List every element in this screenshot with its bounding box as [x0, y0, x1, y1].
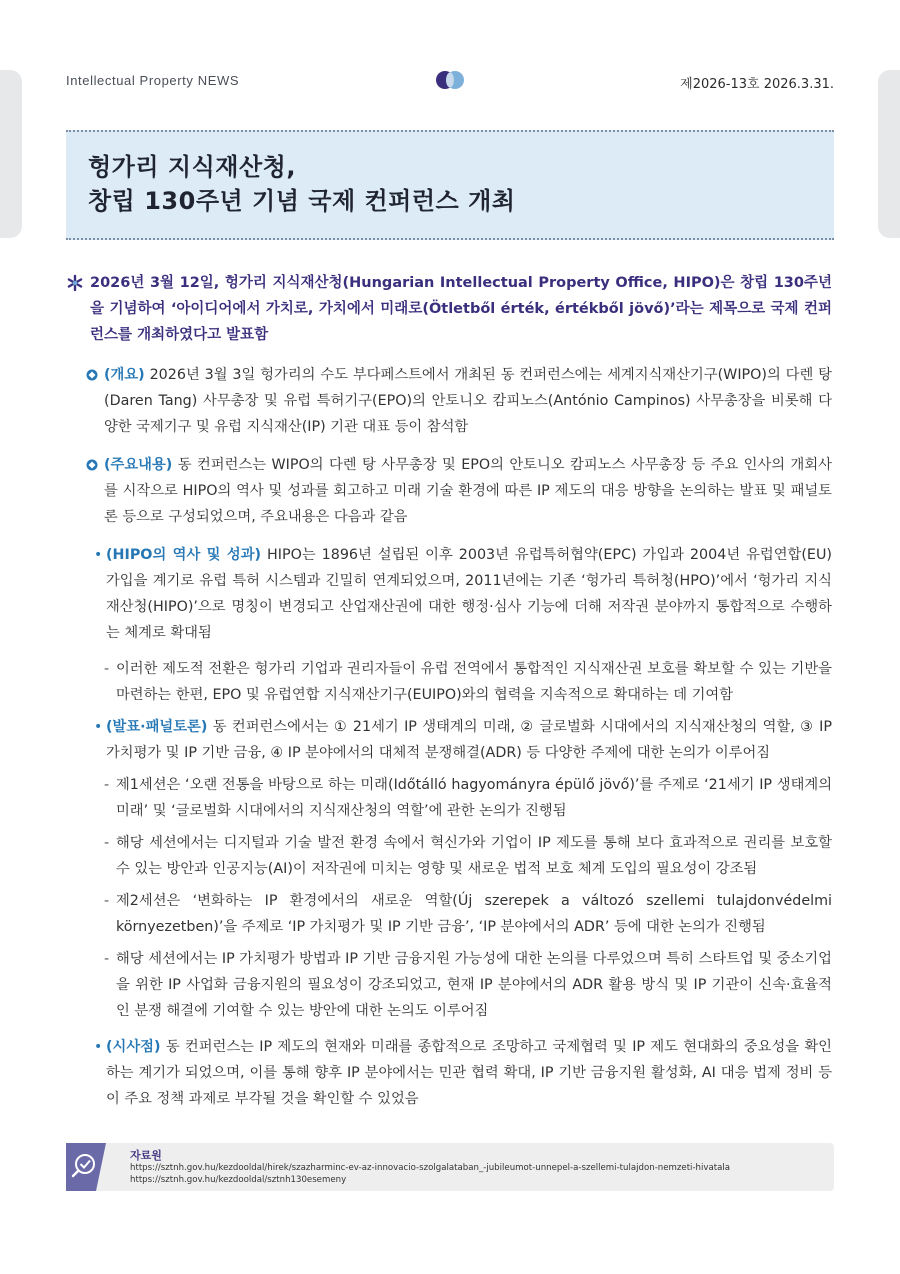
dash-bullet-icon: - — [104, 777, 110, 793]
panel-item — [94, 714, 832, 766]
issue-number-date: 제2026-13호 2026.3.31. — [680, 77, 834, 92]
history-subitem — [104, 656, 832, 708]
implication-text: 동 컨퍼런스는 IP 제도의 현재와 미래를 종합적으로 조망하고 국제협력 및 IP 제도 현대화의 중요성을 확인하는 계기가 되었으며, 이를 통해 향후 IP 분야에서는 민관 협력 확대, IP 기반 금융지원 활성화, AI 대응 법제 정비 등이 주요 정책 과제로 부각될 것을 확인할 수 있었음 — [106, 1039, 832, 1107]
panel-subitem-4 — [104, 946, 832, 1024]
diamond-bullet-icon — [86, 369, 98, 381]
main-content-item — [104, 452, 832, 530]
panel-subtext-3: 제2세션은 ‘변화하는 IP 환경에서의 새로운 역할(Új szerepek a változó szellemi tulajdonvédelmi környezetben)’을 주제로 ‘IP 가치평가 및 IP 기반 금융’, ‘IP 분야에서의 ADR’ 등에 대한 논의가 진행됨 — [116, 893, 832, 935]
title-bottom-divider — [66, 238, 834, 240]
lead-text: 2026년 3월 12일, 헝가리 지식재산청(Hungarian Intellectual Property Office, HIPO)은 창립 130주년을 기념하여 ‘아이디어에서 가치로, 가치에서 미래로(Ötletből érték, értékből jövő)’라는 제목으로 국제 컨퍼런스를 개최하였다고 발표함 — [90, 275, 832, 343]
dot-bullet-icon: • — [94, 1039, 103, 1055]
snowflake-bullet-icon — [66, 274, 84, 292]
panel-subtext-1: 제1세션은 ‘오랜 전통을 바탕으로 하는 미래(Időtálló hagyományra épülő jövő)’를 주제로 ‘21세기 IP 생태계의 미래’ 및 ‘글로벌화 시대에서의 지식재산청의 역할’에 관한 논의가 진행됨 — [116, 777, 832, 819]
checkmark-search-icon — [66, 1143, 106, 1191]
dash-bullet-icon: - — [104, 893, 110, 909]
title-line-2: 창립 130주년 기념 국제 컨퍼런스 개최 — [88, 187, 516, 215]
brand-news: NEWS — [197, 73, 240, 88]
title-banner — [66, 130, 834, 240]
title-line-1: 헝가리 지식재산청, — [88, 153, 296, 181]
overview-label: (개요) — [104, 367, 145, 383]
brand-prefix: Intellectual Property — [66, 73, 194, 88]
diamond-bullet-icon — [86, 459, 98, 471]
dash-bullet-icon: - — [104, 835, 110, 851]
newsletter-logo-icon — [432, 70, 468, 90]
panel-label: (발표·패널토론) — [106, 719, 208, 735]
panel-subitem-1 — [104, 772, 832, 824]
panel-subtext-4: 해당 세션에서는 IP 가치평가 방법과 IP 기반 금융지원 가능성에 대한 논의를 다루었으며 특히 스타트업 및 중소기업을 위한 IP 사업화 금융지원의 필요성이 강조되었고, 현재 IP 분야에서의 ADR 활용 방식 및 IP 기관이 신속·효율적인 분쟁 해결에 기여할 수 있는 방안에 대한 논의도 이루어짐 — [116, 951, 832, 1019]
lead-paragraph — [90, 270, 832, 348]
history-subtext: 이러한 제도적 전환은 헝가리 기업과 권리자들이 유럽 전역에서 통합적인 지식재산권 보호를 확보할 수 있는 기반을 마련하는 한편, EPO 및 유럽연합 지식재산기구(EUIPO)와의 협력을 지속적으로 확대하는 데 기여함 — [116, 661, 832, 703]
implication-item — [94, 1034, 832, 1112]
page-title — [88, 150, 515, 218]
overview-item — [104, 362, 832, 440]
dot-bullet-icon: • — [94, 547, 103, 563]
history-item — [94, 542, 832, 646]
history-label: (HIPO의 역사 및 성과) — [106, 547, 262, 563]
main-content-label: (주요내용) — [104, 457, 173, 473]
overview-text: 2026년 3월 3일 헝가리의 수도 부다페스트에서 개최된 동 컨퍼런스에는 세계지식재산기구(WIPO)의 다렌 탕(Daren Tang) 사무총장 및 유럽 특허기구(EPO)의 안토니오 캄피노스(António Campinos) 사무총장을 비롯해 다양한 국제기구 및 유럽 지식재산(IP) 기관 대표 등이 참석함 — [104, 367, 832, 435]
left-edge-tab — [0, 70, 22, 238]
panel-subtext-2: 해당 세션에서는 디지털과 기술 발전 환경 속에서 혁신가와 기업이 IP 제도를 통해 보다 효과적으로 권리를 보호할 수 있는 방안과 인공지능(AI)이 저작권에 미치는 영향 및 새로운 법적 보호 체계 도입의 필요성이 강조됨 — [116, 835, 832, 877]
source-link-2[interactable]: https://sztnh.gov.hu/kezdooldal/sztnh130esemeny — [130, 1175, 347, 1185]
panel-subitem-3 — [104, 888, 832, 940]
panel-subitem-2 — [104, 830, 832, 882]
source-link-1[interactable]: https://sztnh.gov.hu/kezdooldal/hirek/szazharminc-ev-az-innovacio-szolgalataban_-jubileumot-unnepel-a-szellemi-tulajdon-nemzeti-hivatala — [130, 1163, 731, 1173]
title-top-divider — [66, 130, 834, 132]
dot-bullet-icon: • — [94, 719, 103, 735]
dash-bullet-icon: - — [104, 951, 110, 967]
main-content-text: 동 컨퍼런스는 WIPO의 다렌 탕 사무총장 및 EPO의 안토니오 캄피노스 사무총장 등 주요 인사의 개회사를 시작으로 HIPO의 역사 및 성과를 회고하고 미래 기술 환경에 따른 IP 제도의 대응 방향을 논의하는 발표 및 패널토론 등으로 구성되었으며, 주요내용은 다음과 같음 — [104, 457, 832, 525]
dash-bullet-icon: - — [104, 661, 110, 677]
panel-text: 동 컨퍼런스에서는 ① 21세기 IP 생태계의 미래, ② 글로벌화 시대에서의 지식재산청의 역할, ③ IP 가치평가 및 IP 기반 금융, ④ IP 분야에서의 대체적 분쟁해결(ADR) 등 다양한 주제에 대한 논의가 이루어짐 — [106, 719, 832, 761]
right-edge-tab — [878, 70, 900, 238]
source-label: 자료원 — [130, 1149, 162, 1162]
implication-label: (시사점) — [106, 1039, 161, 1055]
newsletter-brand — [66, 73, 239, 88]
page-header — [66, 70, 834, 92]
source-box — [66, 1143, 834, 1191]
history-text: HIPO는 1896년 설립된 이후 2003년 유럽특허협약(EPC) 가입과 2004년 유럽연합(EU) 가입을 계기로 유럽 특허 시스템과 긴밀히 연계되었으며, 2011년에는 기존 ‘헝가리 특허청(HPO)’에서 ‘헝가리 지식재산청(HIPO)’으로 명칭이 변경되고 산업재산권에 대한 행정·심사 기능에 더해 저작권 분야까지 통합적으로 수행하는 체계로 확대됨 — [106, 547, 832, 641]
